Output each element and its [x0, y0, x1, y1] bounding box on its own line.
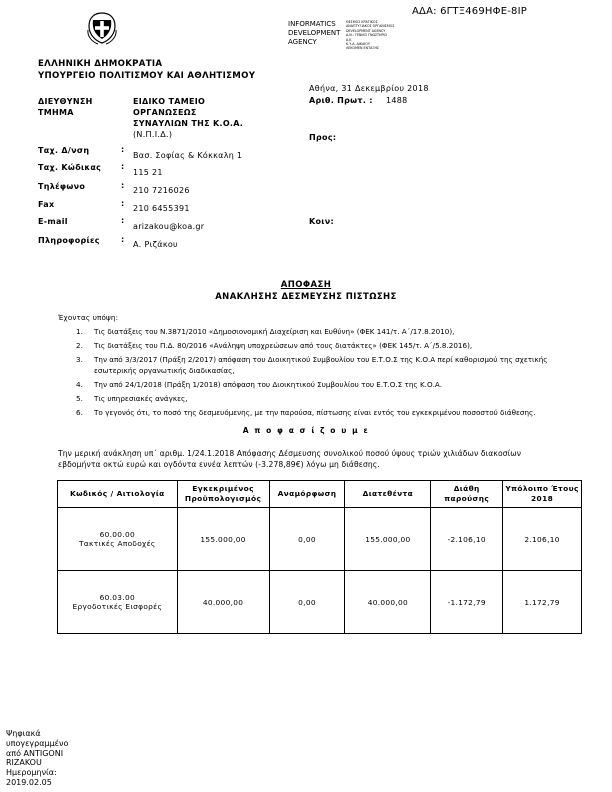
- list-item: 3. Την από 3/3/2017 (Πράξη 2/2017) απόφαση του Διοικητικού Συμβουλίου του Ε.Τ.Ο.Σ της Κ.Ο.Α περί καθορισμού της σχετικής εσωτερικής οργανωτικής διαδικασίας,: [76, 355, 548, 375]
- colon-separator: :: [121, 162, 125, 171]
- table-header-row: [58, 481, 582, 508]
- colon-separator: :: [121, 235, 125, 244]
- agency-logo-small-text: ΘΕΣΜΟΣ ΚΡΑΤΙΚΟΣ ΑΝΑΠΤΥΞΙΑΚΟΣ ΟΡΓΑΝΙΣΜΟΣ DEVELOPMENT AGENCY Δ.Ν.: ΓΕΝΙΚΟ ΓΝΩΣΤΗΡΙΟ Α.Ε. Κ.Υ.Δ. ΔΙΚΑΙΟΥ ΛΕΚΟΜΕΝ ΕΝΤΑΞΗΣ: [346, 20, 395, 51]
- contact-value: 210 7216026: [133, 186, 190, 195]
- table-cell: 155.000,00: [345, 508, 431, 571]
- agency-logo-line: DEVELOPMENT: [288, 29, 341, 37]
- document-subtitle: ΑΝΑΚΛΗΣΗΣ ΔΕΣΜΕΥΣΗΣ ΠΙΣΤΩΣΗΣ: [215, 292, 397, 302]
- colon-separator: :: [121, 145, 125, 154]
- table-cell: 155.000,00: [177, 508, 269, 571]
- table-row: [58, 571, 582, 634]
- contact-label: Ταχ. Δ/νση: [38, 146, 90, 155]
- agency-logo-line: INFORMATICS: [288, 20, 336, 28]
- greek-emblem-icon: [84, 10, 120, 46]
- republic-title: ΕΛΛΗΝΙΚΗ ΔΗΜΟΚΡΑΤΙΑ: [38, 59, 163, 69]
- column-header: Κωδικός / Αιτιολογία: [58, 481, 178, 508]
- contact-label: Ταχ. Κώδικας: [38, 163, 102, 172]
- table-row: [58, 508, 582, 571]
- table-cell: 40.000,00: [177, 571, 269, 634]
- column-header: Διάθη παρούσης: [431, 481, 503, 508]
- issuer-header: [38, 59, 255, 82]
- contact-email[interactable]: arizakou@koa.gr: [133, 222, 205, 231]
- table-cell-code: 60.03.00 Εργοδοτικές Εισφορές: [58, 571, 178, 634]
- table-cell: -2.106,10: [431, 508, 503, 571]
- decision-heading: Α π ο φ α σ ί ζ ο υ μ ε: [242, 426, 370, 435]
- table-cell: 2.106,10: [503, 508, 582, 571]
- table-cell: 0,00: [269, 571, 345, 634]
- budget-table: [57, 480, 582, 634]
- ada-code: ΑΔΑ: 6ΓΤΞ469ΗΦΕ-8ΙΡ: [412, 6, 527, 17]
- list-item: 5. Τις υπηρεσιακές ανάγκες,: [76, 394, 188, 403]
- considerations-list: [66, 326, 548, 421]
- considering-heading: Έχοντας υπόψη:: [58, 313, 119, 322]
- document-date: Αθήνα, 31 Δεκεμβρίου 2018: [309, 84, 429, 93]
- table-cell: 1.172,79: [503, 571, 582, 634]
- table-cell: -1.172,79: [431, 571, 503, 634]
- column-header: Εγκεκριμένος Προϋπολογισμός: [177, 481, 269, 508]
- contact-value: 210 6455391: [133, 204, 190, 213]
- protocol-label: Αριθ. Πρωτ. :: [309, 96, 373, 105]
- table-cell-code: 60.00.00 Τακτικές Αποδοχές: [58, 508, 178, 571]
- column-header: Διατεθέντα: [345, 481, 431, 508]
- digital-signature: Ψηφιακά υπογεγραμμένο από ANTIGONI RIZAKOU Ημερομηνία: 2019.02.05: [6, 729, 69, 787]
- list-item: 6. Το γεγονός ότι, το ποσό της δεσμευόμενης, με την παρούσα, πίστωσης είναι εντός του εγκεκριμένου ποσοστού διάθεσης.: [76, 408, 536, 417]
- contact-label: E-mail: [38, 217, 68, 226]
- list-item: 1. Τις διατάξεις του Ν.3871/2010 «Δημοσιονομική Διαχείριση και Ευθύνη» (ΦΕΚ 141/τ. Α΄/17.8.2010),: [76, 327, 455, 336]
- contact-label: Τηλέφωνο: [38, 182, 86, 191]
- cc-label: Κοιν:: [309, 217, 334, 226]
- column-header: Υπόλοιπο Έτους 2018: [503, 481, 582, 508]
- contact-value: Α. Ριζάκου: [133, 240, 178, 249]
- directorate-labels: ΔΙΕΥΘΥΝΣΗ ΤΜΗΜΑ: [38, 97, 93, 117]
- column-header: Αναμόρφωση: [269, 481, 345, 508]
- protocol-number: 1488: [386, 96, 408, 105]
- list-item: 2. Τις διατάξεις του Π.Δ. 80/2016 «Ανάληψη υποχρεώσεων από τους διατάκτες» (ΦΕΚ 145/τ. Α΄/5.8.2016),: [76, 341, 473, 350]
- ministry-title: ΥΠΟΥΡΓΕΙΟ ΠΟΛΙΤΙΣΜΟΥ ΚΑΙ ΑΘΛΗΤΙΣΜΟΥ: [38, 70, 256, 81]
- contact-value: Βασ. Σοφίας & Κόκκαλη 1: [133, 151, 243, 160]
- to-label: Προς:: [309, 133, 337, 142]
- colon-separator: :: [121, 199, 125, 208]
- colon-separator: :: [121, 181, 125, 190]
- agency-logo-line: AGENCY: [288, 38, 317, 46]
- agency-logo: [288, 20, 408, 51]
- document-title: ΑΠΟΦΑΣΗ: [280, 280, 332, 290]
- list-item: 4. Την από 24/1/2018 (Πράξη 1/2018) απόφαση του Διοικητικού Συμβουλίου του Ε.Τ.Ο.Σ της Κ.Ο.Α.: [76, 380, 443, 389]
- colon-separator: :: [121, 216, 125, 225]
- contact-label: Fax: [38, 200, 55, 209]
- contact-value: 115 21: [133, 168, 163, 177]
- directorate-value: ΕΙΔΙΚΟ ΤΑΜΕΙΟ ΟΡΓΑΝΩΣΕΩΣ ΣΥΝΑΥΛΙΩΝ ΤΗΣ Κ.Ο.Α. (Ν.Π.Ι.Δ.): [133, 97, 244, 139]
- table-cell: 0,00: [269, 508, 345, 571]
- decision-text: Την μερική ανάκληση υπ΄ αριθμ. 1/24.1.2018 Απόφασης Δέσμευσης συνολικού ποσού ύψους τριών χιλιάδων διακοσίων εβδομήντα οκτώ ευρώ και ογδόντα εννέα λεπτών (-3.278,89€) λόγω μη διάθεσης.: [58, 449, 522, 469]
- contact-label: Πληροφορίες: [38, 236, 100, 245]
- table-cell: 40.000,00: [345, 571, 431, 634]
